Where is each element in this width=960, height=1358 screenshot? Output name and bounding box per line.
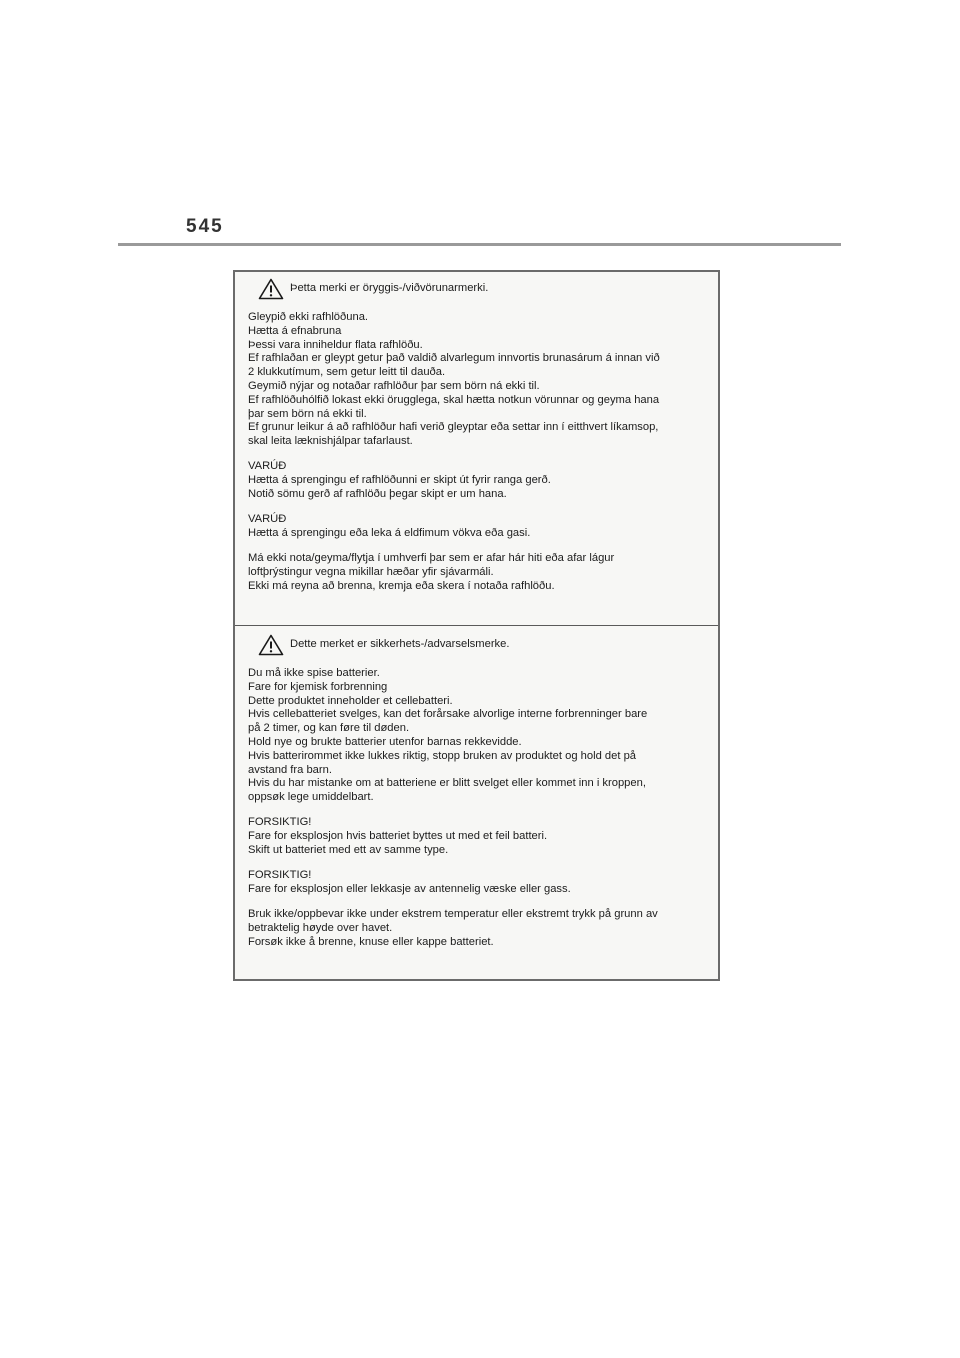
icelandic-heading-row [248,278,708,300]
icelandic-paragraph-environment [248,552,708,593]
text-line: Forsøk ikke å brenne, knuse eller kappe batteriet. [248,936,494,949]
text-line: Hvis cellebatteriet svelges, kan det forårsake alvorlige interne forbrenninger bare [248,708,648,721]
text-line: þar sem börn ná ekki til. [248,407,367,420]
icelandic-warning-panel [235,272,718,626]
text-line: skal leita læknishjálpar tafarlaust. [248,435,413,448]
icelandic-heading: Þetta merki er öryggis-/viðvörunarmerki. [290,282,489,295]
text-line: Gleypið ekki rafhlöðuna. [248,311,369,323]
text-line: oppsøk lege umiddelbart. [248,791,374,804]
text-line: Hætta á sprengingu eða leka á eldfimum vökva eða gasi. [248,527,531,540]
warning-triangle-icon [258,634,284,656]
text-line: Ekki má reyna að brenna, kremja eða skera í notaða rafhlöðu. [248,580,555,593]
text-line: Hvis du har mistanke om at batteriene er blitt svelget eller kommet inn i kroppen, [248,777,646,790]
text-line: Dette produktet inneholder et cellebatteri. [248,694,453,707]
text-line: Geymið nýjar og notaðar rafhlöður þar sem börn ná ekki til. [248,379,540,392]
text-line: Hvis batterirommet ikke lukkes riktig, stopp bruken av produktet og hold det på [248,749,637,762]
text-line: Ef rafhlaðan er gleypt getur það valdið alvarlegum innvortis brunasárum á innan við [248,352,660,365]
text-line: på 2 timer, og kan føre til døden. [248,722,410,735]
text-line: Ef rafhlöðuhólfið lokast ekki örugglega, skal hætta notkun vörunnar og geyma hana [248,393,660,406]
icelandic-paragraph-caution-leak [248,513,708,541]
norwegian-warning-panel [235,626,718,979]
text-line: Bruk ikke/oppbevar ikke under ekstrem temperatur eller ekstremt trykk på grunn av [248,908,658,921]
page-number: 545 [186,216,224,237]
text-line: Þessi vara inniheldur flata rafhlöðu. [248,338,423,351]
icelandic-paragraph-caution-wrong-type [248,460,708,501]
battery-warning-label [233,270,720,981]
header-rule [118,243,841,246]
norwegian-paragraph-caution-leak [248,869,708,897]
norwegian-paragraph-environment [248,908,708,949]
text-line: Du må ikke spise batterier. [248,667,380,679]
norwegian-heading-row [248,634,708,656]
text-line: Fare for eksplosjon eller lekkasje av antennelig væske eller gass. [248,883,571,896]
text-line: VARÚÐ [248,513,287,526]
text-line: Hætta á efnabruna [248,324,342,337]
text-line: betraktelig høyde over havet. [248,922,393,935]
text-line: VARÚÐ [248,460,287,473]
warning-triangle-icon [258,278,284,300]
icelandic-paragraph-battery-ingestion [248,311,708,449]
text-line: 2 klukkutímum, sem getur leitt til dauða. [248,366,446,379]
text-line: Hold nye og brukte batterier utenfor barnas rekkevidde. [248,735,522,748]
text-line: FORSIKTIG! [248,869,312,882]
text-line: loftþrýstingur vegna mikillar hæðar yfir sjávarmáli. [248,566,494,579]
norwegian-paragraph-caution-wrong-type [248,816,708,857]
text-line: Má ekki nota/geyma/flytja í umhverfi þar sem er afar hár hiti eða afar lágur [248,552,615,565]
text-line: Hætta á sprengingu ef rafhlöðunni er skipt út fyrir ranga gerð. [248,474,551,487]
text-line: avstand fra barn. [248,763,332,776]
text-line: Fare for kjemisk forbrenning [248,680,388,693]
text-line: Ef grunur leikur á að rafhlöður hafi verið gleyptar eða settar inn í eitthvert líkamsop, [248,421,659,434]
norwegian-heading: Dette merket er sikkerhets-/advarselsmerke. [290,638,510,651]
text-line: Notið sömu gerð af rafhlöðu þegar skipt er um hana. [248,488,507,501]
text-line: Skift ut batteriet med ett av samme type. [248,844,449,857]
text-line: Fare for eksplosjon hvis batteriet byttes ut med et feil batteri. [248,830,548,843]
norwegian-paragraph-battery-ingestion [248,667,708,805]
text-line: FORSIKTIG! [248,816,312,829]
